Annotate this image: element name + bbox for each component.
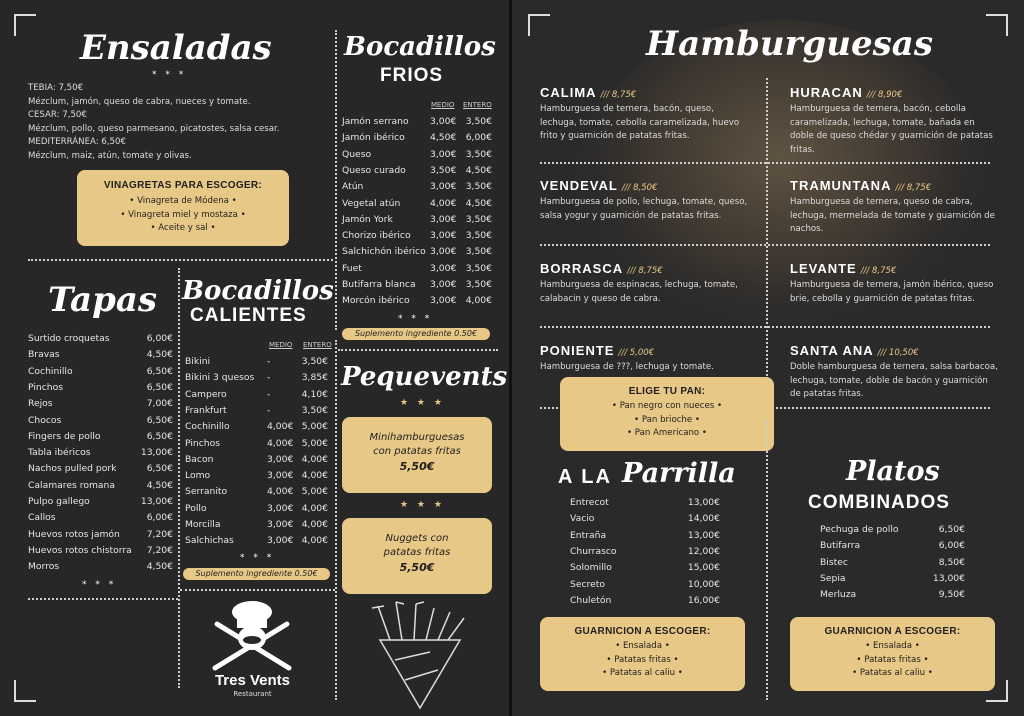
menu-medio: 3,00€ — [430, 148, 457, 160]
divider — [335, 30, 337, 330]
burger-price: /// 8,75€ — [600, 90, 637, 100]
vinagreta-item: • Aceite y sal • — [150, 223, 216, 233]
platos-list — [820, 524, 965, 609]
pequevent-line: patatas fritas — [383, 547, 451, 558]
pan-item: • Pan Americano • — [627, 428, 707, 438]
burger-price: /// 10,50€ — [877, 348, 919, 358]
guarnicion-title: GUARNICION A ESCOGER: — [824, 626, 961, 637]
salad-desc: Mézclum, maiz, atún, tomate y olivas. — [28, 150, 192, 161]
menu-medio: - — [267, 372, 271, 384]
menu-name: Bikini — [185, 356, 211, 367]
menu-entero: 4,00€ — [465, 295, 492, 307]
pan-title: ELIGE TU PAN: — [628, 386, 706, 397]
divider — [28, 259, 333, 261]
corner-ornament — [14, 680, 36, 702]
boc-frios-subtitle: FRIOS — [380, 65, 444, 86]
divider — [338, 349, 498, 351]
burger-item — [790, 340, 1000, 402]
ensaladas-list — [28, 82, 328, 164]
suplemento-note: Suplemento ingrediente 0.50€ — [342, 328, 490, 340]
menu-price: 12,00€ — [687, 545, 720, 557]
menu-price: 13,00€ — [687, 497, 720, 508]
burger-name: VENDEVAL — [540, 178, 618, 193]
menu-price: 7,20€ — [146, 528, 173, 540]
burger-price: /// 8,75€ — [895, 183, 932, 193]
menu-medio: 3,00€ — [267, 519, 294, 530]
menu-name: Churrasco — [570, 545, 617, 557]
menu-name: Morcón ibérico — [342, 295, 410, 307]
vinagreta-item: • Vinagreta miel y mostaza • — [120, 209, 246, 220]
menu-price: 6,00€ — [938, 540, 965, 552]
salad-desc: Mézclum, jamón, queso de cabra, nueces y tomate. — [28, 96, 251, 107]
burger-item — [790, 82, 1000, 157]
pequevents-stars: ★ ★ ★ — [400, 398, 445, 408]
menu-entero: 4,00€ — [301, 470, 328, 482]
menu-medio: - — [267, 404, 271, 416]
burger-price: /// 8,75€ — [860, 266, 897, 276]
menu-medio: 4,00€ — [267, 421, 294, 433]
menu-price: 6,50€ — [146, 414, 173, 426]
menu-name: Rejos — [28, 398, 53, 410]
col-header-medio: MEDIO — [431, 101, 455, 109]
menu-name: Bacon — [185, 453, 214, 465]
menu-name: Calamares romana — [28, 479, 115, 491]
burger-name: SANTA ANA — [790, 343, 874, 358]
menu-medio: 4,50€ — [430, 132, 457, 144]
burger-item — [540, 175, 755, 223]
burger-item — [540, 340, 755, 375]
menu-medio: 3,00€ — [267, 453, 294, 465]
menu-name: Tabla ibéricos — [28, 447, 91, 459]
menu-medio: 3,00€ — [267, 502, 294, 514]
menu-name: Salchichas — [185, 535, 234, 547]
menu-medio: 3,00€ — [430, 116, 457, 127]
menu-name: Salchichón ibérico — [342, 246, 426, 258]
menu-name: Pollo — [185, 502, 207, 514]
vinagreta-item: • Vinagreta de Módena • — [129, 196, 237, 206]
menu-entero: 5,00€ — [301, 486, 328, 498]
divider — [178, 268, 180, 688]
divider — [180, 589, 335, 591]
menu-name: Bistec — [820, 556, 848, 568]
menu-price: 9,50€ — [938, 589, 965, 601]
menu-name: Pulpo gallego — [28, 496, 90, 507]
ensaladas-title: Ensaladas — [80, 28, 272, 68]
menu-entero: 3,50€ — [465, 116, 492, 127]
vinagretas-title: VINAGRETAS PARA ESCOGER: — [103, 180, 263, 191]
pequevents-stars: ★ ★ ★ — [400, 500, 445, 510]
pequevent-box — [342, 518, 492, 594]
menu-entero: 4,50€ — [465, 164, 492, 176]
menu-entero: 3,50€ — [465, 181, 492, 193]
menu-name: Chorizo ibérico — [342, 230, 411, 242]
parrilla-list — [570, 497, 720, 612]
vinagretas-box — [77, 170, 289, 246]
menu-price: 16,00€ — [687, 594, 720, 606]
menu-name: Serranito — [185, 486, 228, 498]
burger-desc: Hamburguesa de espinacas, lechuga, tomate, calabacin y queso de cabra. — [540, 280, 738, 304]
menu-price: 14,00€ — [687, 513, 720, 525]
menu-name: Jamón York — [342, 213, 393, 225]
menu-price: 7,00€ — [146, 398, 173, 410]
menu-name: Callos — [28, 512, 56, 524]
ensaladas-stars: * * * — [152, 70, 187, 80]
menu-price: 6,00€ — [146, 512, 173, 524]
pan-item: • Pan negro con nueces • — [611, 401, 723, 411]
guarnicion-box — [540, 617, 745, 691]
col-header-entero: ENTERO — [463, 101, 492, 109]
guarnicion-item: • Patatas fritas • — [856, 654, 929, 665]
menu-entero: 3,50€ — [301, 356, 328, 367]
burger-item — [540, 258, 755, 306]
corner-ornament — [986, 14, 1008, 36]
menu-medio: 3,00€ — [267, 535, 294, 547]
tapas-list — [28, 333, 173, 583]
salad-name: TEBIA: 7,50€ — [28, 83, 84, 93]
menu-medio: 3,00€ — [430, 262, 457, 274]
pequevent-box — [342, 417, 492, 493]
burger-name: HURACAN — [790, 85, 863, 100]
menu-name: Entrecot — [570, 497, 609, 508]
menu-name: Queso curado — [342, 164, 406, 176]
menu-medio: 3,00€ — [430, 246, 457, 258]
menu-name: Surtido croquetas — [28, 333, 110, 344]
divider — [540, 326, 990, 328]
menu-entero: 4,00€ — [301, 535, 328, 547]
menu-medio: 3,50€ — [430, 164, 457, 176]
menu-entero: 3,50€ — [465, 230, 492, 242]
guarnicion-item: • Ensalada • — [865, 641, 920, 651]
guarnicion-item: • Patatas al caliu • — [602, 668, 683, 678]
boc-cal-title: Bocadillos — [182, 276, 334, 306]
divider — [540, 244, 990, 246]
guarnicion-title: GUARNICION A ESCOGER: — [574, 626, 711, 637]
menu-name: Morros — [28, 561, 60, 573]
burger-name: CALIMA — [540, 85, 597, 100]
burger-desc: Hamburguesa de ???, lechuga y tomate. — [540, 362, 714, 372]
menu-medio: 3,00€ — [430, 213, 457, 225]
boc-cal-stars: * * * — [240, 553, 275, 563]
menu-entero: 4,00€ — [301, 453, 328, 465]
menu-price: 13,00€ — [932, 572, 965, 584]
menu-medio: 4,00€ — [267, 437, 294, 449]
menu-price: 10,00€ — [687, 578, 720, 590]
parrilla-title-prefix: A LA — [558, 466, 612, 488]
menu-entero: 3,50€ — [465, 213, 492, 225]
salad-desc: Mézclum, pollo, queso parmesano, picatostes, salsa cesar. — [28, 123, 280, 134]
menu-medio: 3,00€ — [430, 295, 457, 307]
menu-price: 13,00€ — [140, 496, 173, 507]
menu-name: Frankfurt — [185, 404, 227, 416]
menu-medio: - — [267, 388, 271, 400]
burger-price: /// 8,90€ — [866, 90, 903, 100]
menu-price: 7,20€ — [146, 544, 173, 556]
menu-price: 6,50€ — [146, 381, 173, 393]
menu-name: Secreto — [570, 578, 605, 590]
burger-item — [790, 258, 1000, 306]
menu-name: Fingers de pollo — [28, 430, 101, 442]
menu-name: Lomo — [185, 470, 211, 482]
pequevent-line: Minihamburguesas — [369, 432, 465, 443]
menu-price: 6,50€ — [146, 365, 173, 377]
menu-name: Jamón serrano — [342, 116, 409, 127]
menu-entero: 3,50€ — [465, 279, 492, 290]
menu-price: 13,00€ — [687, 529, 720, 541]
menu-name: Pinchos — [28, 381, 63, 393]
menu-medio: 3,00€ — [430, 181, 457, 193]
burger-item — [790, 175, 1000, 237]
menu-name: Chocos — [28, 414, 62, 426]
menu-name: Morcilla — [185, 519, 221, 530]
menu-medio: 4,00€ — [430, 197, 457, 209]
menu-name: Bikini 3 quesos — [185, 372, 255, 384]
menu-name: Vacio — [570, 513, 595, 525]
burger-desc: Hamburguesa de ternera, bacón, cebolla caramelizada, lechuga, tomate, bañada en doble de queso chédar y guarnición de patatas fritas. — [790, 104, 993, 155]
burger-name: TRAMUNTANA — [790, 178, 892, 193]
menu-name: Butifarra blanca — [342, 279, 416, 290]
col-header-medio: MEDIO — [269, 341, 293, 349]
menu-name: Entraña — [570, 529, 607, 541]
menu-name: Huevos rotos jamón — [28, 528, 120, 540]
menu-entero: 3,85€ — [301, 372, 328, 384]
menu-medio: - — [267, 356, 271, 367]
menu-medio: 3,00€ — [430, 279, 457, 290]
burger-price: /// 5,00€ — [618, 348, 655, 358]
burger-desc: Hamburguesa de pollo, lechuga, tomate, queso, salsa yogur y guarnición de patatas fritas. — [540, 197, 748, 221]
pan-box — [560, 377, 774, 451]
menu-entero: 4,00€ — [301, 519, 328, 530]
menu-price: 4,50€ — [146, 479, 173, 491]
menu-entero: 4,00€ — [301, 502, 328, 514]
burger-desc: Doble hamburguesa de ternera, salsa barbacoa, lechuga, tomate, doble de bacón y guarnición de patatas fritas. — [790, 362, 998, 400]
menu-name: Fuet — [342, 262, 362, 274]
burger-name: PONIENTE — [540, 343, 615, 358]
menu-name: Huevos rotos chistorra — [28, 544, 132, 556]
menu-name: Nachos pulled pork — [28, 463, 117, 475]
menu-entero: 5,00€ — [301, 421, 328, 433]
menu-medio: 3,00€ — [430, 230, 457, 242]
menu-price: 13,00€ — [140, 447, 173, 459]
menu-price: 4,50€ — [146, 561, 173, 573]
menu-entero: 3,50€ — [465, 262, 492, 274]
menu-entero: 4,50€ — [465, 197, 492, 209]
menu-entero: 3,50€ — [301, 404, 328, 416]
burger-price: /// 8,50€ — [621, 183, 658, 193]
burger-item — [540, 82, 750, 144]
guarnicion-item: • Patatas fritas • — [606, 654, 679, 665]
menu-entero: 3,50€ — [465, 148, 492, 160]
menu-price: 6,50€ — [146, 430, 173, 442]
parrilla-title: Parrilla — [622, 458, 736, 489]
menu-entero: 3,50€ — [465, 246, 492, 258]
hamburguesas-title: Hamburguesas — [646, 24, 933, 64]
corner-ornament — [528, 14, 550, 36]
pequevent-price: 5,50€ — [399, 561, 435, 574]
menu-price: 6,50€ — [146, 463, 173, 475]
menu-medio: 3,00€ — [267, 470, 294, 482]
burger-name: BORRASCA — [540, 261, 624, 276]
logo-name: Tres Vents — [214, 672, 291, 689]
salad-name: MEDITERRÁNEA: 6,50€ — [28, 137, 126, 148]
pequevent-price: 5,50€ — [399, 460, 435, 473]
burger-desc: Hamburguesa de ternera, bacón, queso, lechuga, tomate, cebolla caramelizada, huevo frito y guarnición de patatas fritas. — [540, 104, 740, 142]
platos-subtitle: COMBINADOS — [808, 492, 950, 513]
guarnicion-item: • Patatas al caliu • — [852, 668, 933, 678]
menu-name: Butifarra — [820, 540, 861, 552]
suplemento-note: Suplemento ingrediente 0.50€ — [183, 568, 330, 580]
boc-cal-list — [185, 356, 328, 556]
chef-logo-icon — [205, 598, 300, 672]
divider — [766, 420, 768, 700]
tapas-stars: * * * — [82, 580, 117, 590]
divider — [766, 78, 768, 408]
burger-name: LEVANTE — [790, 261, 857, 276]
menu-name: Queso — [342, 148, 372, 160]
left-page — [0, 0, 509, 716]
menu-entero: 5,00€ — [301, 437, 328, 449]
burger-desc: Hamburguesa de ternera, jamón ibérico, queso brie, cebolla y guarnición de patatas fritas. — [790, 280, 994, 304]
guarnicion-item: • Ensalada • — [615, 641, 670, 651]
platos-title: Platos — [846, 456, 940, 487]
menu-entero: 4,10€ — [301, 388, 328, 400]
menu-name: Cochinillo — [28, 365, 73, 377]
boc-frios-list — [342, 116, 492, 316]
boc-frios-stars: * * * — [398, 314, 433, 324]
col-header-entero: ENTERO — [303, 341, 332, 349]
menu-price: 15,00€ — [687, 562, 720, 574]
salad-name: CESAR: 7,50€ — [28, 110, 87, 121]
right-page — [512, 0, 1024, 716]
menu-name: Cochinillo — [185, 421, 230, 433]
divider — [540, 162, 990, 164]
pequevent-line: Nuggets con — [385, 533, 449, 544]
guarnicion-box — [790, 617, 995, 691]
menu-name: Solomillo — [570, 562, 612, 574]
menu-entero: 6,00€ — [465, 132, 492, 144]
menu-name: Bravas — [28, 349, 60, 361]
menu-price: 6,50€ — [938, 524, 965, 535]
menu-name: Vegetal atún — [342, 197, 401, 209]
menu-price: 4,50€ — [146, 349, 173, 361]
menu-name: Pechuga de pollo — [820, 524, 899, 535]
menu-price: 8,50€ — [938, 556, 965, 568]
menu-name: Merluza — [820, 589, 857, 601]
pan-item: • Pan brioche • — [634, 414, 700, 425]
menu-name: Chuletón — [570, 594, 612, 606]
burger-price: /// 8,75€ — [627, 266, 663, 276]
boc-frios-title: Bocadillos — [344, 32, 496, 62]
divider — [28, 598, 178, 600]
pequevent-line: con patatas fritas — [373, 446, 461, 457]
burger-desc: Hamburguesa de ternera, queso de cabra, lechuga, mermelada de tomate y guarnición de nachos. — [790, 197, 995, 235]
pequevents-title: Pequevents — [341, 362, 508, 392]
divider — [335, 340, 337, 700]
menu-name: Sepia — [820, 572, 846, 584]
menu-name: Pinchos — [185, 437, 220, 449]
menu-medio: 4,00€ — [267, 486, 294, 498]
menu-price: 6,00€ — [146, 333, 173, 344]
logo-subtitle: Restaurant — [233, 690, 272, 698]
tapas-title: Tapas — [48, 280, 158, 320]
fries-illustration — [350, 600, 480, 712]
menu-name: Campero — [185, 388, 227, 400]
boc-cal-subtitle: CALIENTES — [190, 305, 307, 326]
menu-name: Jamón ibérico — [342, 132, 405, 144]
corner-ornament — [14, 14, 36, 36]
menu-name: Atún — [342, 181, 364, 193]
